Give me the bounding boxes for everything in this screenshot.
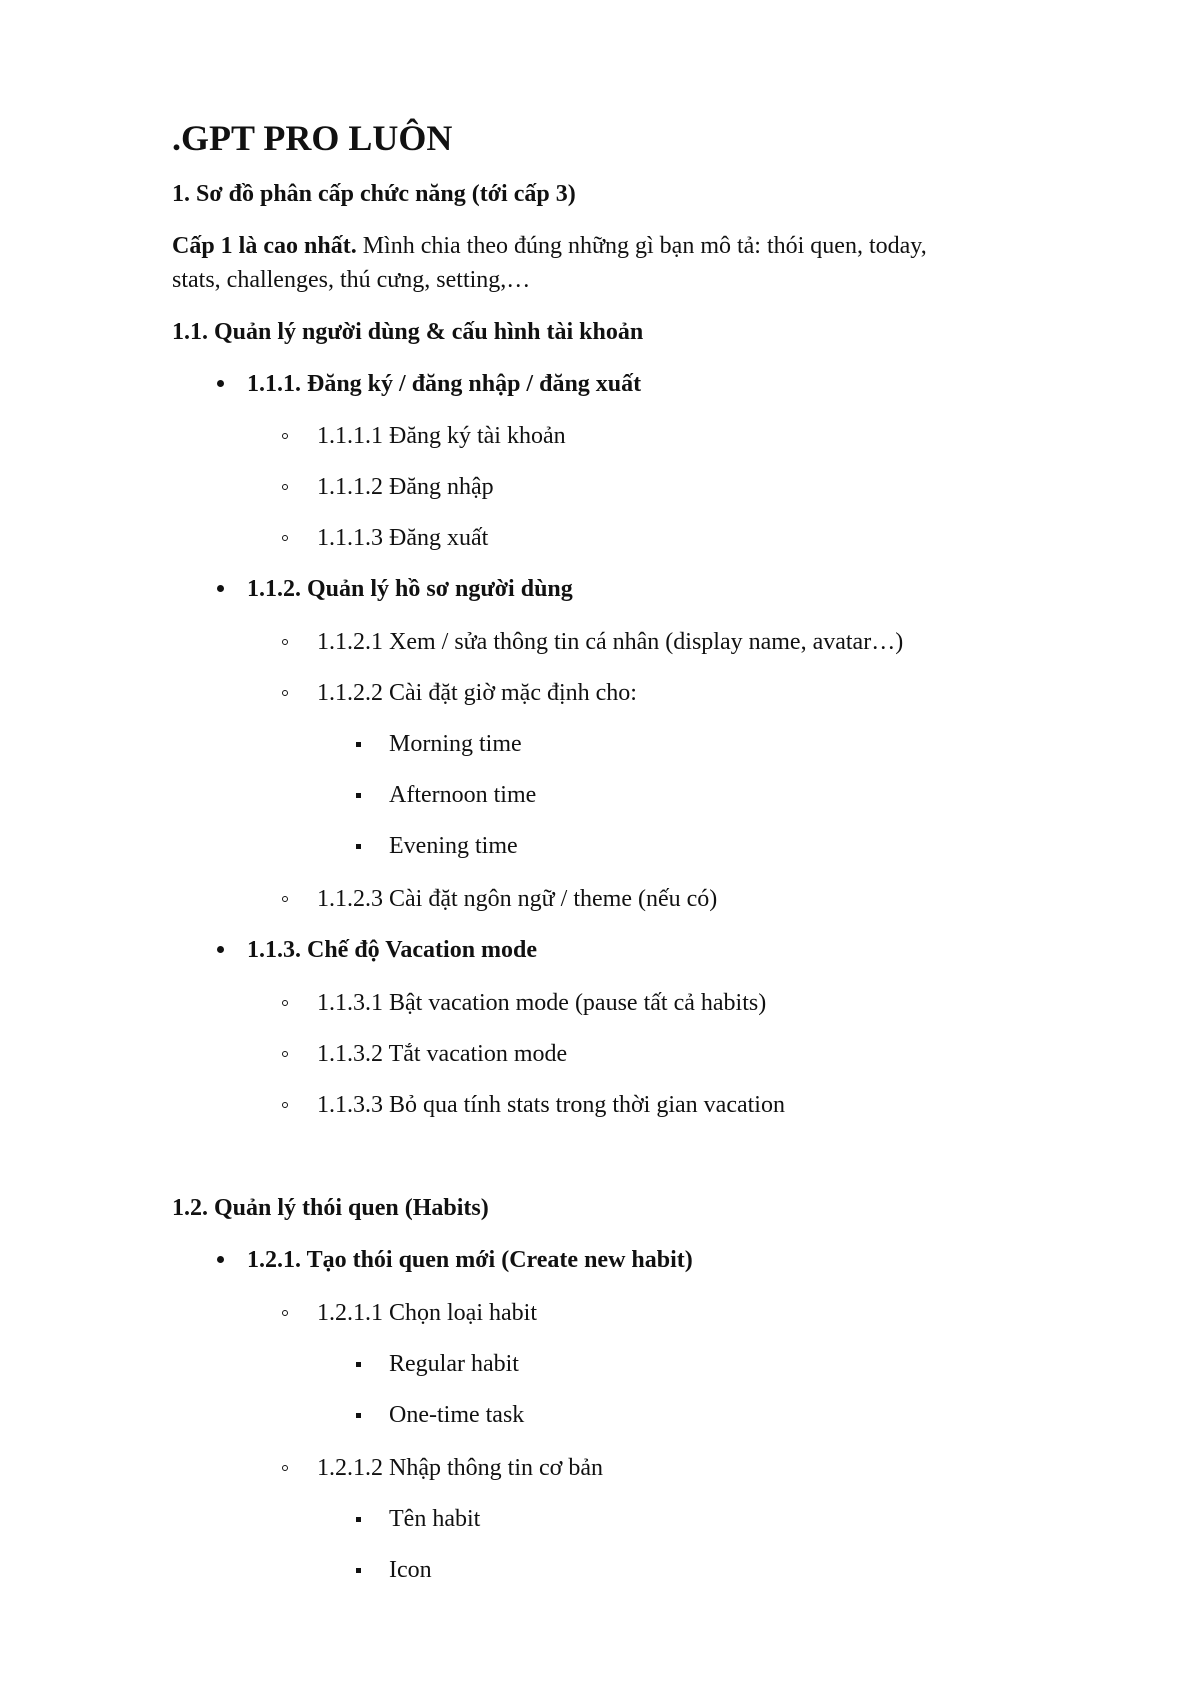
- circle-bullet-icon: [282, 1465, 288, 1471]
- list-item-level3: One-time task: [389, 1402, 525, 1428]
- list-item-level2: 1.1.3.2 Tắt vacation mode: [317, 1041, 568, 1067]
- circle-bullet-icon: [282, 1000, 288, 1006]
- circle-bullet-icon: [282, 484, 288, 490]
- list-item-level3: Icon: [389, 1557, 432, 1583]
- list-item-level1: 1.1.3. Chế độ Vacation mode: [247, 937, 538, 963]
- intro-paragraph-line2: stats, challenges, thú cưng, setting,…: [172, 267, 531, 293]
- circle-bullet-icon: [282, 1310, 288, 1316]
- list-item-level1: 1.2.1. Tạo thói quen mới (Create new habit): [247, 1247, 693, 1273]
- square-bullet-icon: [356, 1413, 361, 1418]
- circle-bullet-icon: [282, 1102, 288, 1108]
- bullet-icon: [217, 1256, 224, 1263]
- list-item-level2: 1.1.2.2 Cài đặt giờ mặc định cho:: [317, 680, 637, 706]
- intro-rest: Mình chia theo đúng những gì bạn mô tả: thói quen, today,: [356, 233, 927, 259]
- list-item-level2: 1.1.1.1 Đăng ký tài khoản: [317, 423, 566, 449]
- list-item-level3: Tên habit: [389, 1506, 481, 1532]
- circle-bullet-icon: [282, 690, 288, 696]
- square-bullet-icon: [356, 1568, 361, 1573]
- list-item-level3: Morning time: [389, 731, 522, 757]
- circle-bullet-icon: [282, 639, 288, 645]
- square-bullet-icon: [356, 844, 361, 849]
- section-heading: 1. Sơ đồ phân cấp chức năng (tới cấp 3): [172, 181, 576, 207]
- list-item-level2: 1.1.3.1 Bật vacation mode (pause tất cả habits): [317, 990, 767, 1016]
- list-item-level1: 1.1.2. Quản lý hồ sơ người dùng: [247, 576, 573, 602]
- circle-bullet-icon: [282, 433, 288, 439]
- intro-paragraph-line1: [172, 234, 927, 258]
- circle-bullet-icon: [282, 1051, 288, 1057]
- circle-bullet-icon: [282, 535, 288, 541]
- list-item-level2: 1.1.2.1 Xem / sửa thông tin cá nhân (display name, avatar…): [317, 629, 904, 655]
- square-bullet-icon: [356, 793, 361, 798]
- list-item-level2: 1.1.3.3 Bỏ qua tính stats trong thời gian vacation: [317, 1092, 785, 1118]
- square-bullet-icon: [356, 742, 361, 747]
- circle-bullet-icon: [282, 896, 288, 902]
- list-item-level2: 1.1.2.3 Cài đặt ngôn ngữ / theme (nếu có): [317, 886, 718, 912]
- list-item-level2: 1.1.1.3 Đăng xuất: [317, 525, 489, 551]
- bullet-icon: [217, 946, 224, 953]
- list-item-level1: 1.1.1. Đăng ký / đăng nhập / đăng xuất: [247, 371, 642, 397]
- subsection-heading: 1.1. Quản lý người dùng & cấu hình tài khoản: [172, 319, 644, 345]
- square-bullet-icon: [356, 1362, 361, 1367]
- list-item-level2: 1.1.1.2 Đăng nhập: [317, 474, 494, 500]
- subsection-heading: 1.2. Quản lý thói quen (Habits): [172, 1195, 489, 1221]
- document-title: .GPT PRO LUÔN: [172, 118, 453, 158]
- list-item-level3: Regular habit: [389, 1351, 519, 1377]
- list-item-level3: Evening time: [389, 833, 518, 859]
- list-item-level2: 1.2.1.2 Nhập thông tin cơ bản: [317, 1455, 603, 1481]
- list-item-level2: 1.2.1.1 Chọn loại habit: [317, 1300, 537, 1326]
- intro-bold: Cấp 1 là cao nhất.: [172, 233, 357, 259]
- bullet-icon: [217, 380, 224, 387]
- bullet-icon: [217, 585, 224, 592]
- square-bullet-icon: [356, 1517, 361, 1522]
- list-item-level3: Afternoon time: [389, 782, 537, 808]
